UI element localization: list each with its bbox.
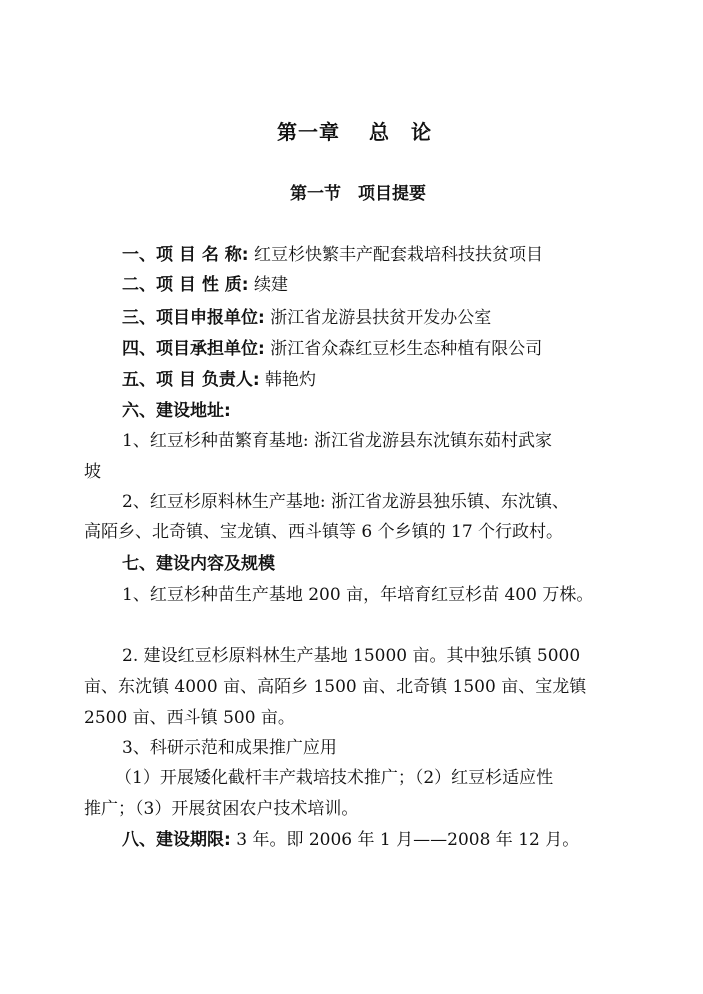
site-1-line1: 1、红豆杉种苗繁育基地: 浙江省龙游县东沈镇东茹村武家 [122, 431, 552, 451]
applicant-value: 浙江省龙游县扶贫开发办公室 [270, 308, 492, 328]
period-label: 八、建设期限: [122, 830, 231, 850]
content-3: 3、科研示范和成果推广应用 [122, 738, 337, 758]
content-2-line3: 2500 亩、西斗镇 500 亩。 [84, 708, 295, 728]
content-3-detail-line1: （1）开展矮化截杆丰产栽培技术推广；（2）红豆杉适应性 [115, 768, 554, 788]
section-title: 第一节 项目提要 [290, 184, 426, 204]
period-value: 3 年。即 2006 年 1 月——2008 年 12 月。 [236, 830, 580, 850]
content-1: 1、红豆杉种苗生产基地 200 亩，年培育红豆杉苗 400 万株。 [122, 585, 594, 605]
chapter-title: 第一章 总 论 [277, 120, 432, 144]
content-3-detail-line2: 推广；（3）开展贫困农户技术培训。 [84, 799, 359, 819]
undertaker-line [122, 338, 542, 360]
leader-line [122, 369, 316, 391]
site-1-line2: 坡 [84, 462, 101, 482]
project-name-line [122, 244, 543, 266]
leader-label: 五、项 目 负责人: [122, 370, 260, 390]
content-2-line1: 2. 建设红豆杉原料林生产基地 15000 亩。其中独乐镇 5000 [122, 646, 581, 666]
applicant-line [122, 307, 491, 329]
content-label: 七、建设内容及规模 [122, 554, 275, 574]
site-2-line1: 2、红豆杉原料林生产基地: 浙江省龙游县独乐镇、东沈镇、 [122, 492, 569, 512]
undertaker-value: 浙江省众森红豆杉生态种植有限公司 [270, 339, 543, 359]
project-nature-value: 续建 [253, 275, 288, 295]
period-line [122, 829, 579, 851]
site-2-line2: 高陌乡、北奇镇、宝龙镇、西斗镇等 6 个乡镇的 17 个行政村。 [84, 522, 564, 542]
content-2-line2: 亩、东沈镇 4000 亩、高陌乡 1500 亩、北奇镇 1500 亩、宝龙镇 [84, 677, 587, 697]
project-name-value: 红豆杉快繁丰产配套栽培科技扶贫项目 [253, 245, 543, 265]
undertaker-label: 四、项目承担单位: [122, 339, 265, 359]
project-nature-label: 二、项 目 性 质: [122, 275, 249, 295]
project-name-label: 一、项 目 名 称: [122, 245, 249, 265]
site-label: 六、建设地址: [122, 401, 231, 421]
applicant-label: 三、项目申报单位: [122, 308, 265, 328]
leader-value: 韩艳灼 [265, 370, 317, 390]
project-nature-line [122, 274, 288, 296]
